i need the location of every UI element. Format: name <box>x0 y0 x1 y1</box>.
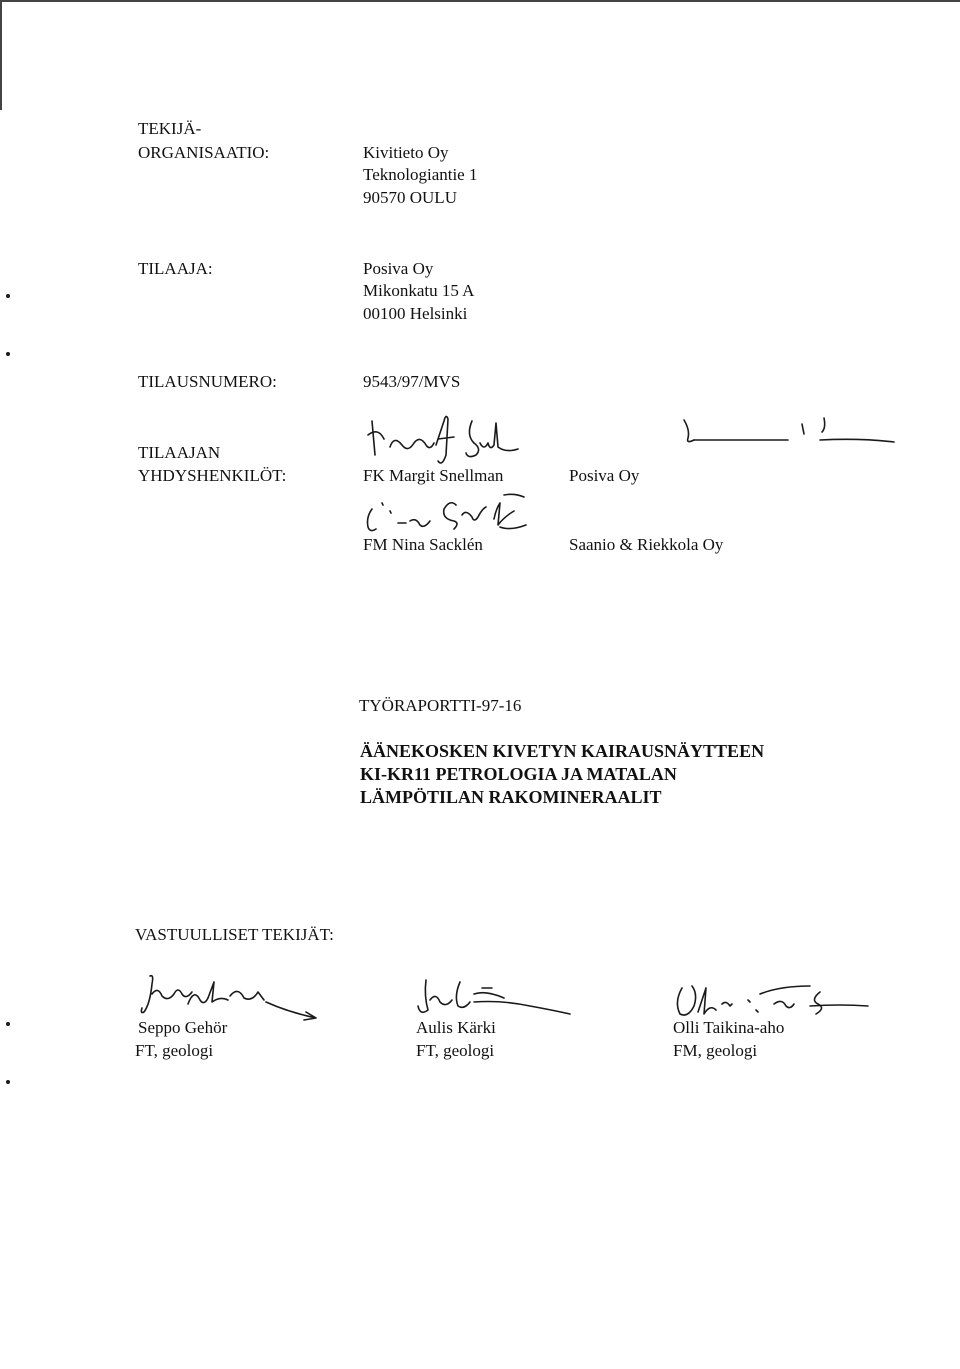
author-3-name: Olli Taikina-aho <box>673 1018 785 1037</box>
signature-posiva <box>680 414 900 454</box>
scan-dot <box>6 352 10 356</box>
scan-dot <box>6 1080 10 1084</box>
author-1-title: FT, geologi <box>135 1041 214 1060</box>
signature-snellman <box>362 405 522 471</box>
author-2-name: Aulis Kärki <box>416 1018 496 1037</box>
contact-2-name: FM Nina Sacklén <box>363 535 483 554</box>
contact-1-org: Posiva Oy <box>569 466 640 485</box>
report-number: TYÖRAPORTTI-97-16 <box>359 696 522 715</box>
tilausnumero-value: 9543/97/MVS <box>363 372 461 391</box>
scan-dot <box>6 1022 10 1026</box>
tekija-city: 90570 OULU <box>363 188 457 207</box>
signature-gehor <box>138 972 318 1022</box>
report-title-line-3: LÄMPÖTILAN RAKOMINERAALIT <box>360 787 662 807</box>
signature-sacklen <box>354 489 534 539</box>
tekija-label-line2: ORGANISAATIO: <box>138 143 270 162</box>
responsible-label: VASTUULLISET TEKIJÄT: <box>135 925 334 944</box>
tilaaja-org: Posiva Oy <box>363 259 434 278</box>
tekija-street: Teknologiantie 1 <box>363 165 478 184</box>
scan-dot <box>6 294 10 298</box>
contact-2-org: Saanio & Riekkola Oy <box>569 535 724 554</box>
tilaajan-label-line1: TILAAJAN <box>138 443 221 462</box>
report-title-line-1: ÄÄNEKOSKEN KIVETYN KAIRAUSNÄYTTEEN <box>360 741 765 761</box>
tekija-org: Kivitieto Oy <box>363 143 449 162</box>
report-title-line-2: KI-KR11 PETROLOGIA JA MATALAN <box>360 764 677 784</box>
tilaaja-street: Mikonkatu 15 A <box>363 281 475 300</box>
contact-1-name: FK Margit Snellman <box>363 466 504 485</box>
signature-karki <box>412 970 572 1022</box>
author-1-name: Seppo Gehör <box>138 1018 228 1037</box>
author-3-title: FM, geologi <box>673 1041 758 1060</box>
author-2-title: FT, geologi <box>416 1041 495 1060</box>
tekija-label-line1: TEKIJÄ- <box>138 119 202 138</box>
signature-taikina-aho <box>670 974 870 1022</box>
scan-edge-top <box>0 0 960 2</box>
tilausnumero-label: TILAUSNUMERO: <box>138 372 277 391</box>
tilaaja-label: TILAAJA: <box>138 259 213 278</box>
scan-edge-left <box>0 0 2 110</box>
tilaajan-label-line2: YHDYSHENKILÖT: <box>138 466 287 485</box>
tilaaja-city: 00100 Helsinki <box>363 304 468 323</box>
